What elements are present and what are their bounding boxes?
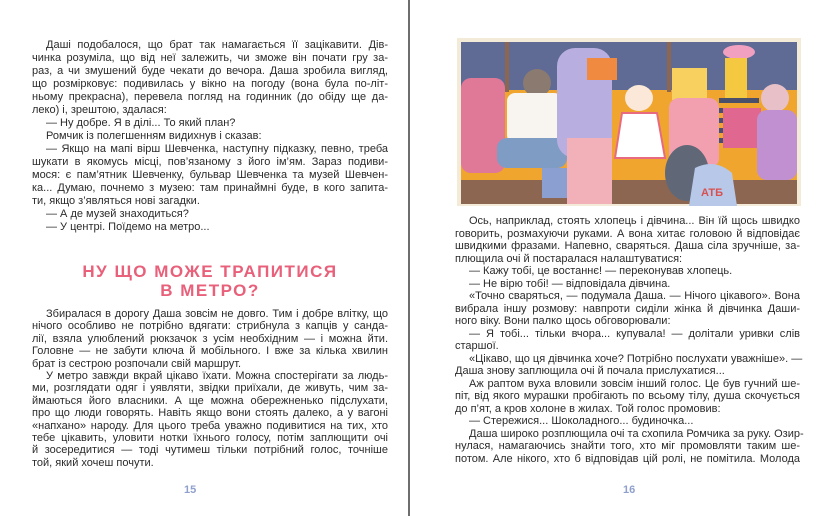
page-number: 15 — [184, 484, 197, 496]
text-line: говорить, розмахуючи руками. А вона хитає головою й відповідає — [455, 227, 800, 240]
text-line: — Не вірю тобі! — відповідала дівчина. — [469, 277, 671, 290]
text-line: «напхано» народу. Для цього треба уважно подивитися на тих, хто — [32, 419, 388, 432]
text-line: нулася, намагаючись знайти того, хто міг промовляти таким ше- — [455, 440, 800, 452]
text-line: Головне — не забути ключа й мобільного. І вже за кілька хвилин — [32, 345, 388, 358]
text-line: Даша широко розплющила очі та схопила Ромчика за руку. Озир- — [469, 427, 804, 440]
text-line: «Точно сваряться, — подумала Даша. — Нічого цікавого». Вона — [469, 290, 800, 302]
text-line: й зосередитися — тоді чутимеш тільки потрібний голос, точніше — [32, 444, 388, 457]
metro-illustration — [457, 38, 801, 206]
text-line: — Стережися... Шоколадного... будиночка... — [469, 415, 694, 427]
text-line: Даша знову заплющила очі й почала прислухатися... — [455, 365, 725, 377]
text-line: — Я тобі... тільки вчора... купувала! — долітали уривки слів — [469, 327, 800, 340]
text-line: Збиралася в дорогу Даша зовсім не довго. Тим і добре влітку, що — [46, 308, 388, 320]
text-line: — Ну добре. Я в ділі... То який план? — [46, 117, 236, 129]
text-line: тебе цікавить, уловити нотки їхнього голосу, потім заплющити очі — [32, 431, 388, 444]
text-line: чинка розуміла, що від неї залежить, чи зможе він почати гру за- — [32, 52, 388, 64]
text-line: шукати в якомусь місці, пов’язаному з його ім’ям. Зараз подиви- — [32, 156, 388, 168]
text-line: лії, взяла улюблений рюкзачок з усім необхідним — і можна йти. — [32, 332, 388, 345]
svg-text:АТБ: АТБ — [701, 187, 724, 199]
text-line: леко) і, зрештою, здалася: — [32, 104, 167, 116]
text-line: ка... Думаю, почнемо з музею: там принаймні буде, в кого запита- — [32, 182, 388, 194]
text-line: «Цікаво, що ця дівчинка хоче? Потрібно послухати уважніше». — — [469, 352, 803, 365]
text-line: — Кажу тобі, це востаннє! — переконував хлопець. — [469, 265, 733, 277]
text-line: Ось, наприклад, стоять хлопець і дівчина... Він їй щось швидко — [469, 215, 800, 227]
text-line: — А де музей знаходиться? — [46, 208, 189, 220]
text-line: — Якщо на мапі вірш Шевченка, наступну підказку, певно, треба — [46, 143, 388, 155]
text-line: той, який хочеш почути. — [32, 456, 154, 469]
text-block-chapter — [32, 308, 388, 469]
chapter-heading — [32, 262, 388, 300]
text-line: ньому прекрасна), перевела погляд на годинник (до обіду ще да- — [32, 91, 388, 103]
text-line: раз, а чи змушений буде чекати до вечора. Даша зробила вигляд, — [32, 65, 388, 77]
text-line: мося: є пам’ятник Шевченку, бульвар Шевченка та музей Шевчен- — [32, 169, 388, 181]
text-block-intro — [32, 39, 388, 234]
page-number: 16 — [623, 484, 636, 496]
text-line: ти, якщо з’являться нові загадки. — [32, 195, 200, 207]
text-line: що розмірковує: подивилась у вікно на погоду (вона була по-літ- — [32, 78, 388, 90]
text-line: — У центрі. Поїдемо на метро... — [46, 221, 210, 233]
text-line: швидкими фразами. Напевно, сваряться. Даша сіла зручніше, за- — [455, 240, 800, 252]
text-line: ми, розглядати одяг і уявляти, звідки приїхали, де живуть, чим за- — [32, 382, 388, 395]
right-page — [410, 0, 821, 516]
text-line: Даші подобалося, що брат так намагається її зацікавити. Дів- — [46, 39, 388, 51]
chapter-heading-line: В МЕТРО? — [160, 281, 260, 300]
text-line: старшої. — [455, 340, 499, 352]
text-line: вибрала іншу розмову: навпроти сиділи жінка й дівчинка Даши- — [455, 302, 800, 315]
chapter-heading-line: НУ ЩО МОЖЕ ТРАПИТИСЯ — [82, 262, 338, 281]
text-line: ймаються його власники. А ще можна обережненько підслухати, — [32, 394, 388, 407]
text-line: нічого особливо не потрібно вдягати: стрибнула з капців у санда- — [32, 320, 388, 333]
text-line: піт, від якого мурашки пробігають по всьому тілу, душа скочується — [455, 390, 800, 402]
text-line: плющила очі й постаралася налаштуватися: — [455, 252, 683, 265]
text-line: ного віку. Вони палко щось обговорювали: — [455, 315, 671, 327]
text-line: про що люди говорять. Навіть якщо вони стоять далеко, а у вагоні — [32, 407, 388, 420]
text-line: Аж раптом вуха вловили зовсім інший голос. Це був гучний ше- — [469, 377, 800, 390]
text-line: до п’ят, а кров холоне в жилах. Той голос промовив: — [455, 402, 721, 415]
text-line: Ромчик із полегшенням видихнув і сказав: — [46, 130, 262, 142]
text-line: брат із сестрою розпочали свій маршрут. — [32, 357, 242, 370]
text-block-metro — [455, 215, 804, 465]
text-line: У метро завжди вкрай цікаво їхати. Можна спостерігати за людь- — [46, 369, 388, 382]
text-line: потом. Але нікого, хто б відповідав цій ролі, не помітила. Молода — [455, 452, 800, 465]
left-page — [0, 0, 409, 516]
